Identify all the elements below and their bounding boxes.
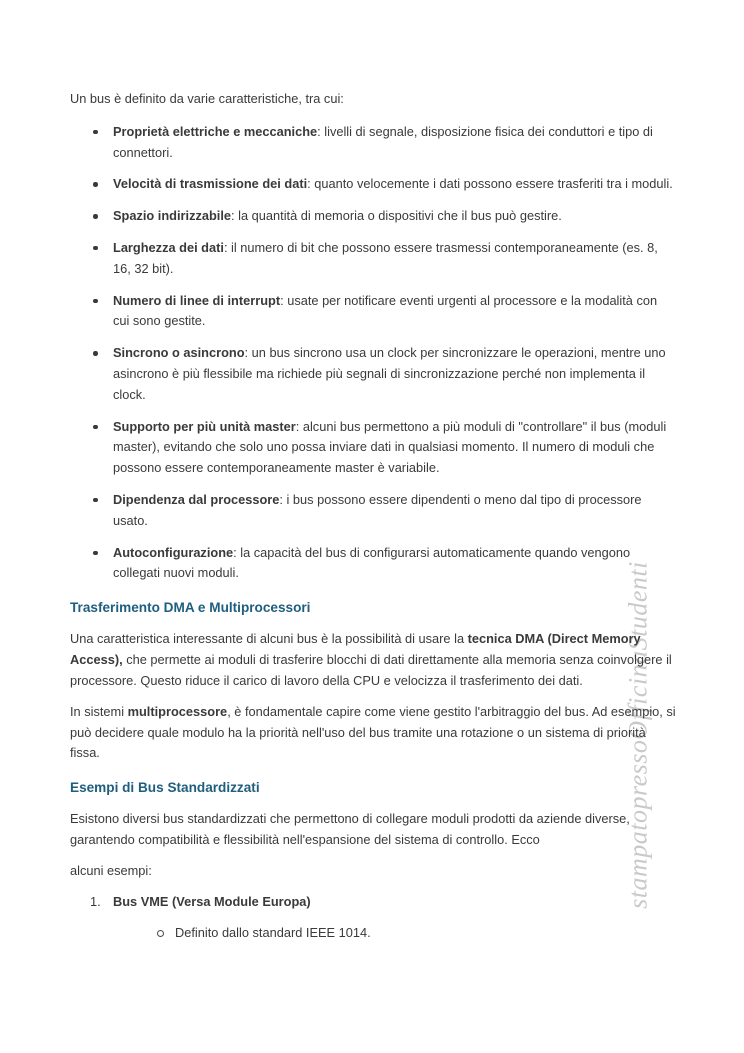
item-number: 1. [90, 894, 101, 910]
section-title-dma: Trasferimento DMA e Multiprocessori [70, 600, 311, 616]
bullet-desc: : usate per notificare eventi urgenti al processore e la modalità con cui sono gestite. [113, 292, 658, 329]
bullet-desc: : quanto velocemente i dati possono essere trasferiti tra i moduli. [307, 176, 673, 192]
paragraph-dma [70, 629, 677, 691]
bullet-term: Autoconfigurazione [113, 544, 234, 560]
bullet-desc: : alcuni bus permettono a più moduli di "controllare" il bus (moduli master), evitando che solo uno possa inviare dati in qualsiasi momento. Il numero di moduli che possono essere contemporaneamente master è variabile. [113, 418, 667, 476]
bullet-marker [93, 182, 98, 187]
bullet-term: Velocità di trasmissione dei dati [113, 176, 308, 192]
paragraph-examples-intro: Esistono diversi bus standardizzati che permettono di collegare moduli prodotti da aziende diverse, garantendo compatibilità e flessibilità nell'espansione del sistema di controllo. Ecco [70, 811, 630, 847]
bullet-term: Larghezza dei dati [113, 239, 224, 255]
bullet-desc: : i bus possono essere dipendenti o meno dal tipo di processore usato. [113, 491, 642, 528]
bullet-marker [93, 214, 98, 219]
characteristics-list [70, 122, 677, 584]
sub-bullet-list [113, 923, 677, 944]
bullet-term: Supporto per più unità master [113, 418, 296, 434]
bullet-item [113, 543, 677, 585]
bullet-item [113, 206, 677, 227]
bullet-term: Proprietà elettriche e meccaniche [113, 123, 318, 139]
watermark: stampatopressoOfficinaStudenti [623, 561, 653, 909]
bullet-item [113, 343, 677, 405]
bullet-marker [93, 425, 98, 430]
paragraph-run: Una caratteristica interessante di alcuni bus è la possibilità di usare la [70, 630, 468, 646]
paragraph-run-bold: multiprocessore [127, 703, 228, 719]
bullet-term: Dipendenza dal processore [113, 491, 280, 507]
bus-examples-list [70, 892, 677, 944]
paragraph-run: , è fondamentale capire come viene gestito l'arbitraggio del bus. Ad esempio, si può decidere quale modulo ha la priorità nell'uso del bus tramite una rotazione o un sistema di priorità fissa. [70, 703, 676, 761]
bullet-item [113, 291, 677, 333]
bullet-marker [93, 299, 98, 304]
paragraph-examples-lead: alcuni esempi: [70, 863, 152, 879]
bullet-marker [93, 246, 98, 251]
bullet-term: Numero di linee di interrupt [113, 292, 281, 308]
sub-bullet-item [175, 923, 677, 944]
numbered-item [90, 892, 677, 944]
bullet-term: Spazio indirizzabile [113, 208, 232, 224]
item-title: Bus VME (Versa Module Europa) [113, 894, 311, 910]
bullet-marker [93, 351, 98, 356]
bullet-item [113, 238, 677, 280]
paragraph-multiprocessor [70, 702, 677, 764]
bullet-marker [93, 498, 98, 503]
bullet-item [113, 417, 677, 479]
circle-bullet-marker [157, 930, 164, 937]
bullet-marker [93, 130, 98, 135]
bullet-item [113, 122, 677, 164]
bullet-marker [93, 551, 98, 556]
bullet-desc: : livelli di segnale, disposizione fisica dei conduttori e tipo di connettori. [113, 123, 653, 160]
bullet-item [113, 174, 677, 195]
bullet-item [113, 490, 677, 532]
sub-bullet-text: Definito dallo standard IEEE 1014. [175, 925, 371, 941]
bullet-desc: : il numero di bit che possono essere trasmessi contemporaneamente (es. 8, 16, 32 bit). [113, 239, 658, 276]
section-title-examples: Esempi di Bus Standardizzati [70, 780, 260, 796]
paragraph-run-bold: tecnica DMA (Direct Memory Access), [70, 630, 641, 667]
bullet-term: Sincrono o asincrono [113, 345, 245, 361]
intro-paragraph: Un bus è definito da varie caratteristiche, tra cui: [70, 91, 344, 106]
bullet-desc: : un bus sincrono usa un clock per sincronizzare le operazioni, mentre uno asincrono è più flessibile ma richiede più segnali di sincronizzazione perché non implementa il clock. [113, 345, 666, 402]
bullet-desc: : la quantità di memoria o dispositivi che il bus può gestire. [231, 208, 562, 224]
paragraph-run: che permette ai moduli di trasferire blocchi di dati direttamente alla memoria senza coinvolgere il processore. Questo riduce il carico di lavoro della CPU e velocizza il trasferimento dei dati. [70, 651, 672, 688]
bullet-desc: : la capacità del bus di configurarsi automaticamente quando vengono collegati nuovi moduli. [113, 544, 631, 581]
paragraph-run: In sistemi [70, 703, 128, 719]
